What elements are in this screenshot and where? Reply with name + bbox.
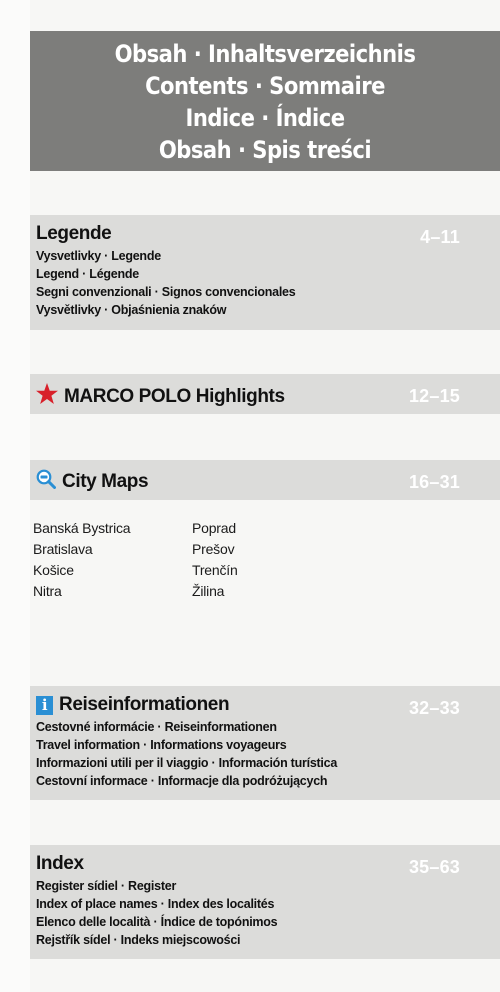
reiseinfo-subtitle-1: Cestovné informácie · Reiseinformationen	[36, 720, 277, 734]
magnifier-icon	[36, 469, 56, 495]
section-highlights[interactable]	[30, 374, 500, 414]
header-line-4: Obsah · Spis treści	[158, 136, 372, 164]
header-line-3: Indice · Índice	[185, 104, 345, 132]
index-subtitle-4: Rejstřík sídel · Indeks miejscowości	[36, 933, 241, 947]
header-line-2: Contents · Sommaire	[145, 72, 385, 100]
index-subtitle-3: Elenco delle località · Índice de topónimos	[36, 915, 278, 929]
section-title-reiseinfo: Reiseinformationen	[59, 694, 230, 715]
city-item[interactable]: Nitra	[33, 583, 62, 599]
index-subtitle-2: Index of place names · Index des localités	[36, 897, 275, 911]
section-pages-highlights: 12–15	[408, 386, 460, 406]
contents-header	[30, 31, 500, 171]
reiseinfo-subtitle-2: Travel information · Informations voyageurs	[36, 738, 287, 752]
legende-subtitle-1: Vysvetlivky · Legende	[36, 249, 161, 263]
city-list-right	[192, 518, 238, 602]
section-legende[interactable]	[30, 215, 500, 330]
reiseinfo-subtitle-3: Informazioni utili per il viaggio · Información turística	[36, 756, 338, 770]
section-city-maps[interactable]	[30, 460, 500, 500]
star-icon	[36, 383, 58, 410]
section-title-row-city-maps	[36, 469, 148, 495]
city-item[interactable]: Banská Bystrica	[33, 520, 131, 536]
city-item[interactable]: Košice	[33, 562, 74, 578]
city-item[interactable]: Trenčín	[192, 562, 238, 578]
section-pages-index: 35–63	[408, 857, 460, 877]
section-title-row-reiseinfo	[36, 694, 229, 716]
section-title-legende: Legende	[36, 223, 112, 244]
section-index[interactable]	[30, 845, 500, 959]
section-pages-legende: 4–11	[420, 227, 460, 247]
legende-subtitle-3: Segni convenzionali · Signos convencionales	[36, 285, 296, 299]
city-item[interactable]: Bratislava	[33, 541, 93, 557]
reiseinfo-subtitle-4: Cestovní informace · Informacje dla podróżujących	[36, 774, 328, 788]
legende-subtitle-4: Vysvětlivky · Objaśnienia znaków	[36, 303, 227, 317]
section-title-city-maps: City Maps	[62, 471, 149, 492]
city-item[interactable]: Žilina	[192, 583, 225, 599]
city-item[interactable]: Poprad	[192, 520, 236, 536]
section-title-row-highlights	[36, 383, 285, 410]
index-subtitle-1: Register sídiel · Register	[36, 879, 177, 893]
section-title-highlights: MARCO POLO Highlights	[64, 385, 285, 407]
section-pages-reiseinfo: 32–33	[408, 698, 460, 718]
section-reiseinfo[interactable]	[30, 686, 500, 800]
legende-subtitle-2: Legend · Légende	[36, 267, 139, 281]
section-pages-city-maps: 16–31	[408, 472, 460, 492]
page-margin	[0, 0, 30, 992]
header-line-1: Obsah · Inhaltsverzeichnis	[114, 40, 416, 68]
city-item[interactable]: Prešov	[192, 541, 235, 557]
city-list-left	[33, 518, 130, 602]
section-title-index: Index	[36, 853, 84, 874]
info-icon: i	[36, 696, 53, 715]
